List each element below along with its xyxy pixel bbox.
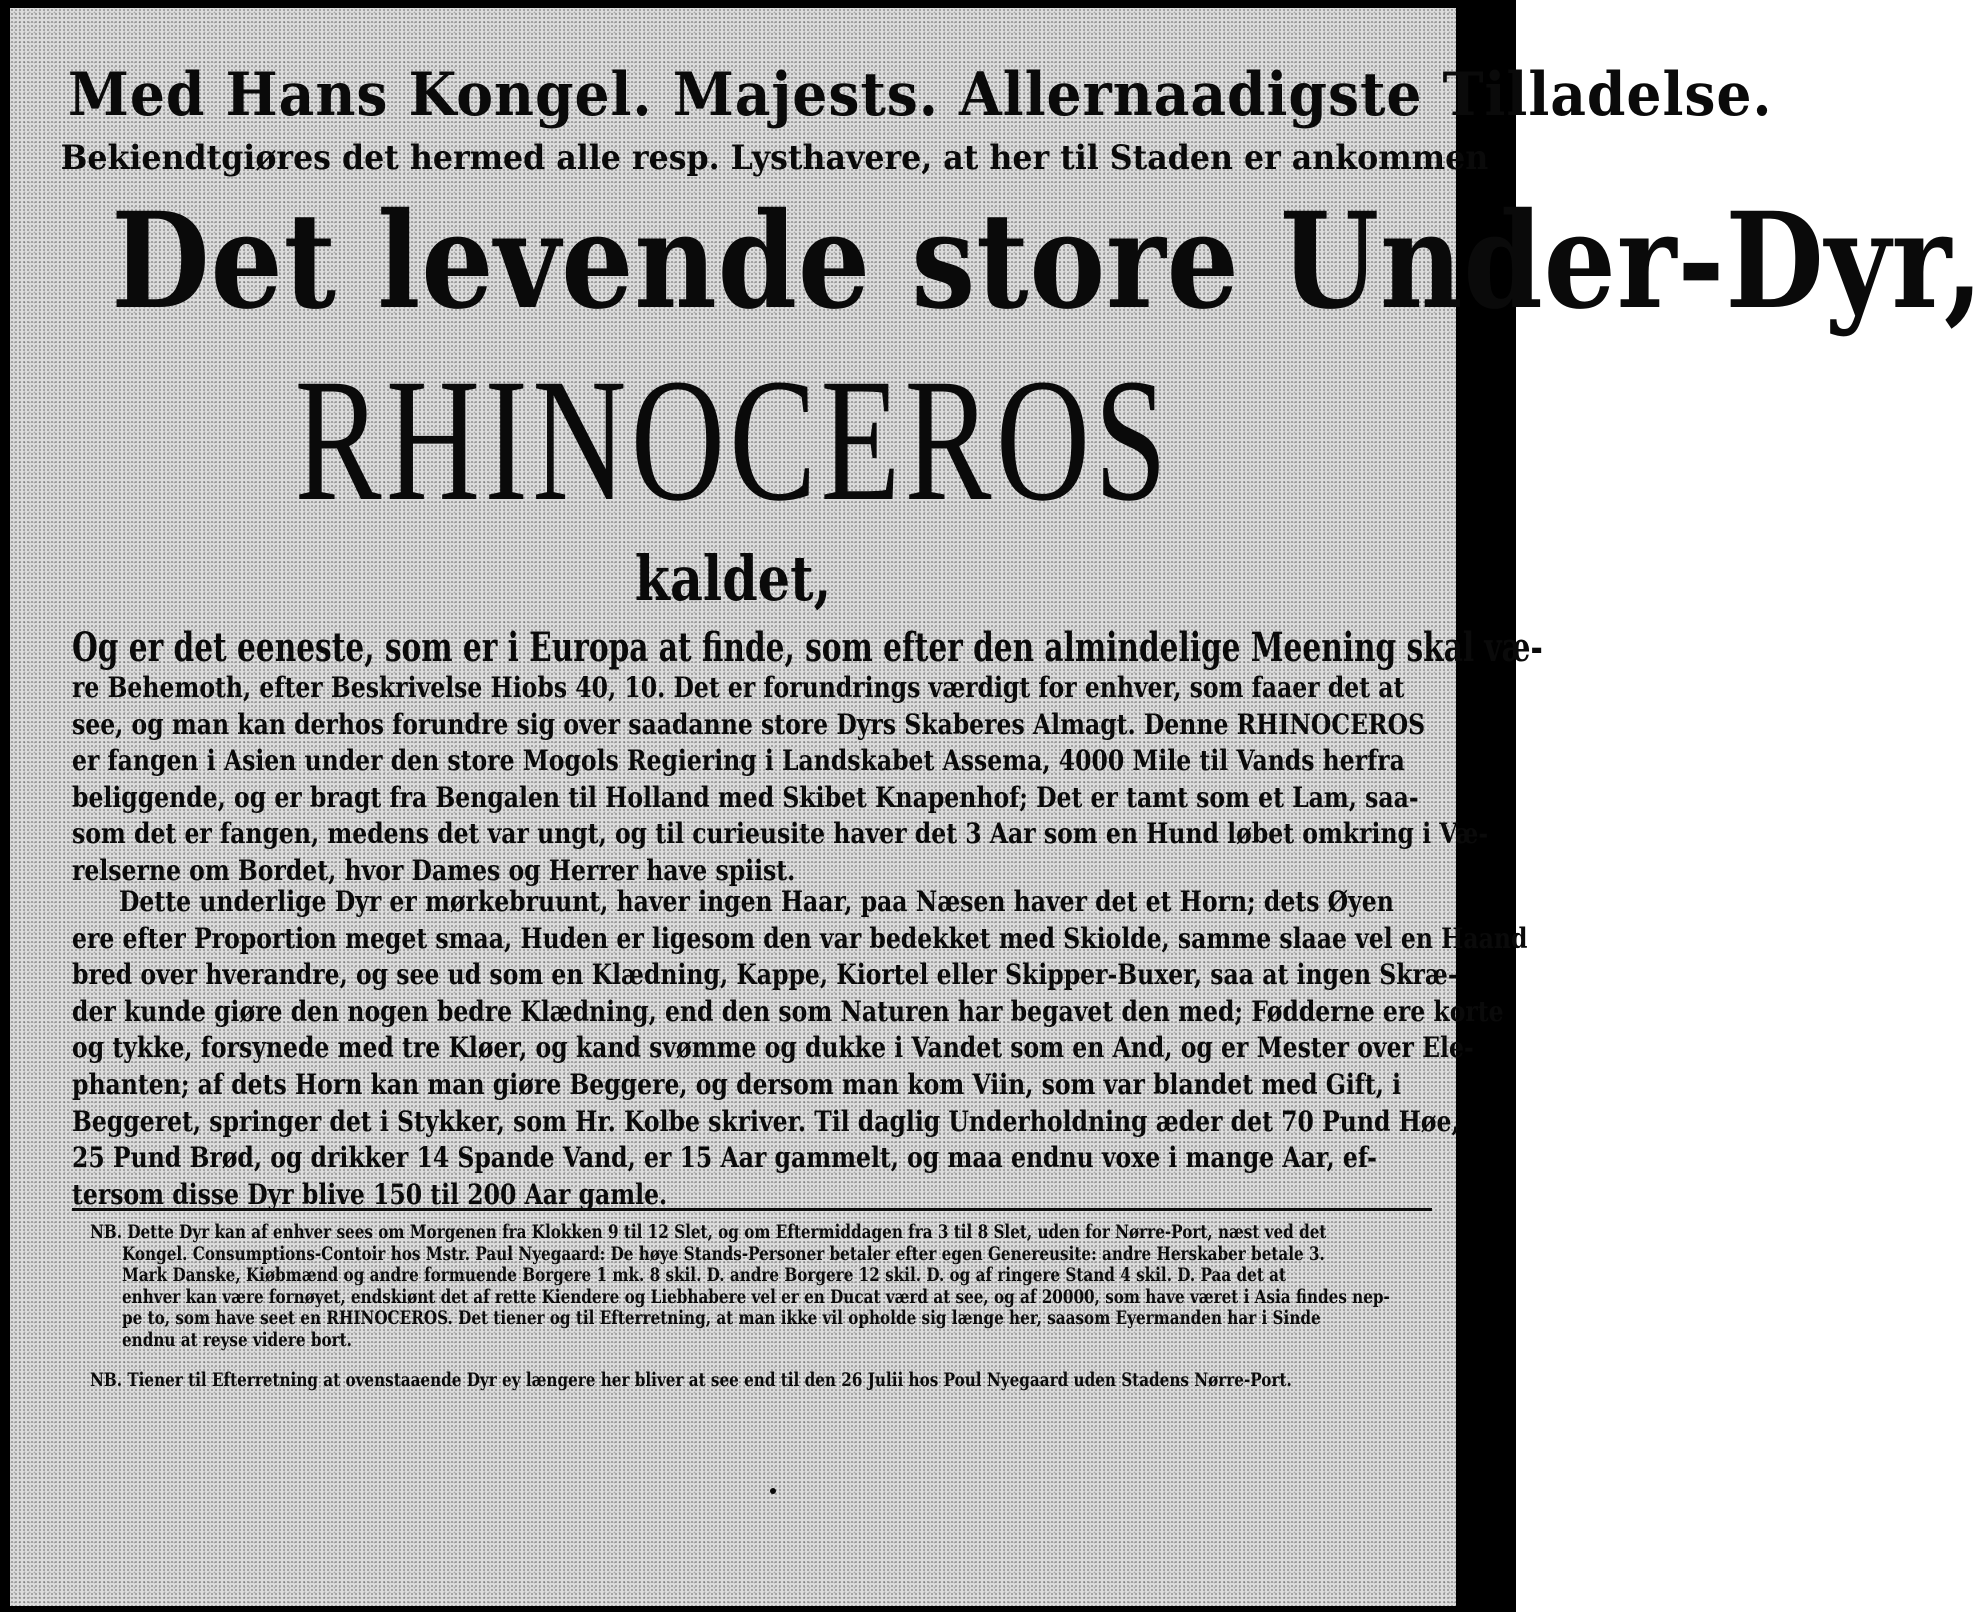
note-line: NB. Tiener til Efterretning at ovenstaaende Dyr ey længere her bliver at see end til den 26 Julii hos Poul Nyegaard uden Stadens Nørre-Port. <box>90 1369 1292 1391</box>
paragraph-line: tersom disse Dyr blive 150 til 200 Aar gamle. <box>72 1177 668 1211</box>
paragraph-line: som det er fangen, medens det var ungt, og til curieusite haver det 3 Aar som en Hund løbet omkring i Væ- <box>72 817 1489 851</box>
paragraph-line: Og er det eeneste, som er i Europa at finde, som efter den almindelige Meening skal væ- <box>72 624 1543 671</box>
ink-dot <box>770 1488 776 1494</box>
paragraph-line: relserne om Bordet, hvor Dames og Herrer have spiist. <box>72 853 796 887</box>
note-line: NB. Dette Dyr kan af enhver sees om Morgenen fra Klokken 9 til 12 Slet, og om Eftermiddagen fra 3 til 8 Slet, uden for Nørre-Port, næst ved det <box>90 1221 1327 1243</box>
note-line: Mark Danske, Kiøbmænd og andre formuende Borgere 1 mk. 8 skil. D. andre Borgere 12 skil. D. og af ringere Stand 4 skil. D. Paa det at <box>122 1264 1287 1286</box>
rhinoceros-title: RHINOCEROS <box>294 343 1172 538</box>
paragraph-line: 25 Pund Brød, og drikker 14 Spande Vand, er 15 Aar gammelt, og maa endnu voxe i mange Aar, ef- <box>72 1141 1377 1175</box>
description-paragraph-1 <box>72 624 1543 890</box>
called-line: kaldet, <box>634 542 832 615</box>
paragraph-line: bred over hverandre, og see ud som en Klædning, Kappe, Kiortel eller Skipper-Buxer, saa at ingen Skræ- <box>72 958 1458 992</box>
announcement-line: Bekiendtgiøres det hermed alle resp. Lysthavere, at her til Staden er ankommen <box>60 138 1489 178</box>
paragraph-line: phanten; af dets Horn kan man giøre Beggere, og dersom man kom Viin, som var blandet med Gift, i <box>72 1067 1402 1101</box>
note-line: endnu at reyse videre bort. <box>122 1328 352 1351</box>
note-line: Kongel. Consumptions-Contoir hos Mstr. Paul Nyegaard: De høye Stands-Personer betaler efter egen Genereusite: andre Herskaber betale 3. <box>122 1242 1325 1265</box>
nota-bene-1 <box>90 1222 1434 1351</box>
paragraph-line: Dette underlige Dyr er mørkebruunt, haver ingen Haar, paa Næsen haver det et Horn; dets Øyen <box>119 885 1394 918</box>
paragraph-line: er fangen i Asien under den store Mogols Regiering i Landskabet Assema, 4000 Mile til Vands herfra <box>72 744 1405 778</box>
description-paragraph-2 <box>72 884 1528 1213</box>
divider-rule <box>72 1208 1432 1211</box>
note-line: enhver kan være fornøyet, endskiønt det af rette Kiendere og Liebhabere vel er en Ducat værd at see, og af 20000, som have været i Asia findes nep- <box>122 1285 1390 1308</box>
note-line: pe to, som have seet en RHINOCEROS. Det tiener og til Efterretning, at man ikke vil opholde sig længe her, saasom Eyermanden har i Sinde <box>122 1307 1321 1329</box>
paragraph-line: der kunde giøre den nogen bedre Klædning, end den som Naturen har begavet den med; Fødderne ere korte <box>72 994 1504 1028</box>
paragraph-line: re Behemoth, efter Beskrivelse Hiobs 40, 10. Det er forundrings værdigt for enhver, som faaer det at <box>72 671 1405 704</box>
paragraph-line: Beggeret, springer det i Stykker, som Hr. Kolbe skriver. Til daglig Underholdning æder det 70 Pund Høe, <box>72 1104 1460 1138</box>
paragraph-line: see, og man kan derhos forundre sig over saadanne store Dyrs Skaberes Almagt. Denne RHINOCEROS <box>72 707 1426 741</box>
paragraph-line: beliggende, og er bragt fra Bengalen til Holland med Skibet Knapenhof; Det er tamt som et Lam, saa- <box>72 780 1419 814</box>
paragraph-line: og tykke, forsynede med tre Kløer, og kand svømme og dukke i Vandet som en And, og er Mester over Ele- <box>72 1031 1474 1065</box>
paragraph-line: ere efter Proportion meget smaa, Huden er ligesom den var bedekket med Skiolde, samme slaae vel en Haand <box>72 921 1528 955</box>
wonder-animal-title: Det levende store Under-Dyr, <box>111 184 1984 339</box>
royal-privilege-heading: Med Hans Kongel. Majests. Allernaadigste Tilladelse. <box>67 60 1773 130</box>
nota-bene-2 <box>90 1370 1434 1392</box>
